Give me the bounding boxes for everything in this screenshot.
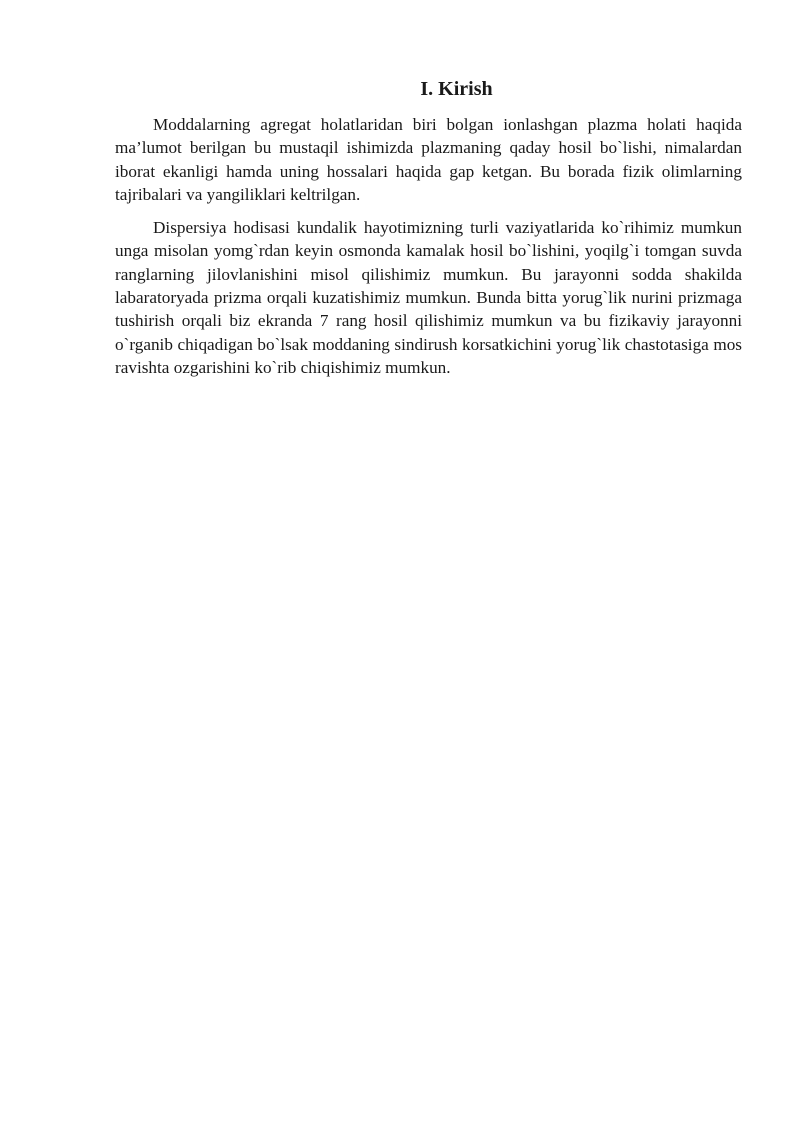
paragraph-dispersion: Dispersiya hodisasi kundalik hayotimizning turli vaziyatlarida ko`rihimiz mumkun unga misolan yomg`rdan keyin osmonda kamalak hosil bo`lishini, yoqilg`i tomgan suvda ranglarning jilovlanishini misol qilishimiz mumkun. Bu jarayonni sodda shakilda labaratoryada prizma orqali kuzatishimiz mumkun. Bunda bitta yorug`lik nurini prizmaga tushirish orqali biz ekranda 7 rang hosil qilishimiz mumkun va bu fizikaviy jarayonni o`rganib chiqadigan bo`lsak moddaning sindirush korsatkichini yorug`lik chastotasiga mos ravishta ozgarishini ko`rib chiqishimiz mumkun. [115,218,742,377]
paragraph-intro: Moddalarning agregat holatlaridan biri bolgan ionlashgan plazma holati haqida ma’lumot berilgan bu mustaqil ishimizda plazmaning qaday hosil bo`lishi, nimalardan iborat ekanligi hamda uning hossalari haqida gap ketgan. Bu borada fizik olimlarning tajribalari va yangiliklari keltrilgan. [115,115,742,204]
section-title: I. Kirish [420,78,493,100]
page-content [115,78,742,389]
